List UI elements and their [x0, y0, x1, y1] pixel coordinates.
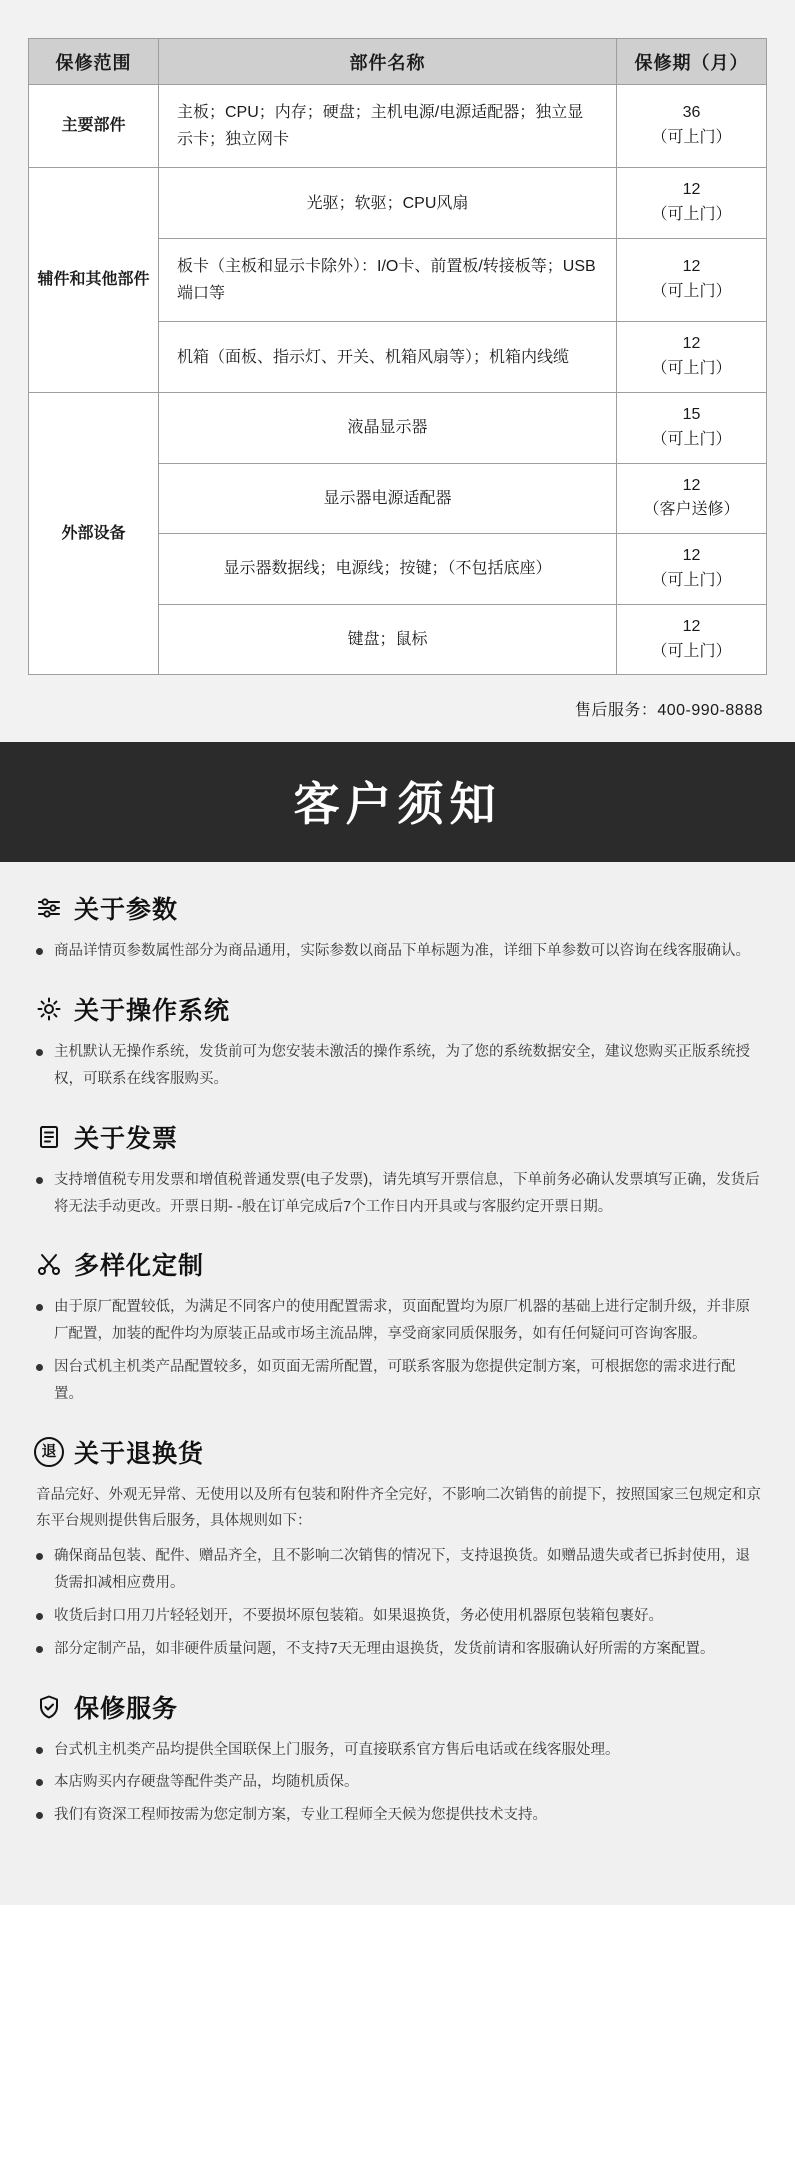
- period-note: （可上门）: [651, 283, 732, 301]
- cell-scope: 主要部件: [29, 85, 159, 168]
- period-note: （可上门）: [651, 642, 732, 660]
- period-note: （可上门）: [651, 206, 732, 224]
- list-item: 台式机主机类产品均提供全国联保上门服务，可直接联系官方售后电话或在线客服处理。: [34, 1737, 761, 1764]
- list-item: 本店购买内存硬盘等配件类产品，均随机质保。: [34, 1769, 761, 1796]
- block-header: [34, 890, 761, 926]
- period-months: 12: [682, 547, 701, 565]
- return-icon: [34, 1437, 64, 1467]
- block-item-list: [34, 1039, 761, 1093]
- table-header-row: [29, 39, 767, 85]
- notice-block-invoice: [34, 1119, 761, 1221]
- notice-block-os: [34, 991, 761, 1093]
- gear-icon: [34, 994, 64, 1024]
- period-note: （可上门）: [651, 430, 732, 448]
- cell-period: [617, 534, 767, 605]
- list-item: 确保商品包装、配件、赠品齐全，且不影响二次销售的情况下，支持退换货。如赠品遗失或者已拆封使用，退货需扣减相应费用。: [34, 1543, 761, 1597]
- column-header-warranty-period: 保修期（月）: [617, 39, 767, 85]
- block-intro: 音品完好、外观无异常、无使用以及所有包装和附件齐全完好，不影响二次销售的前提下，按照国家三包规定和京东平台规则提供售后服务，具体规则如下：: [36, 1486, 761, 1530]
- scissors-icon: [34, 1249, 64, 1279]
- customer-notice-section: [0, 742, 795, 1905]
- block-header: [34, 1689, 761, 1725]
- block-item-list: [34, 1167, 761, 1221]
- period-months: 12: [682, 181, 701, 199]
- cell-parts: 液晶显示器: [159, 392, 617, 463]
- invoice-icon: [34, 1122, 64, 1152]
- list-item: 部分定制产品，如非硬件质量问题，不支持7天无理由退换货，发货前请和客服确认好所需的方案配置。: [34, 1636, 761, 1663]
- notice-body: [0, 862, 795, 1865]
- period-months: 12: [682, 258, 701, 276]
- notice-block-parameters: [34, 890, 761, 965]
- list-item: 支持增值税专用发票和增值税普通发票(电子发票)，请先填写开票信息，下单前务必确认发票填写正确，发货后将无法手动更改。开票日期- -般在订单完成后7个工作日内开具或与客服约定开票日期。: [34, 1167, 761, 1221]
- block-title: 保修服务: [74, 1694, 179, 1723]
- cell-parts: 显示器数据线；电源线；按键；（不包括底座）: [159, 534, 617, 605]
- cell-parts: 光驱；软驱；CPU风扇: [159, 168, 617, 239]
- cell-period: [617, 238, 767, 321]
- block-item-list: [34, 1543, 761, 1662]
- cell-period: [617, 604, 767, 675]
- notice-banner-title: 客户须知: [0, 742, 795, 862]
- period-months: 12: [682, 335, 701, 353]
- block-item-list: [34, 1294, 761, 1407]
- cell-period: [617, 85, 767, 168]
- shield-service-icon: [34, 1692, 64, 1722]
- cell-parts: 板卡（主板和显示卡除外）：I/O卡、前置板/转接板等；USB端口等: [159, 238, 617, 321]
- notice-block-customization: [34, 1246, 761, 1407]
- table-row: [29, 85, 767, 168]
- list-item: 因台式机主机类产品配置较多，如页面无需所配置，可联系客服为您提供定制方案，可根据您的需求进行配置。: [34, 1354, 761, 1408]
- cell-parts: 主板；CPU；内存；硬盘；主机电源/电源适配器；独立显示卡；独立网卡: [159, 85, 617, 168]
- return-icon-glyph: 退: [34, 1437, 64, 1467]
- period-months: 12: [682, 476, 701, 494]
- block-header: [34, 1434, 761, 1470]
- block-header: [34, 991, 761, 1027]
- after-sales-phone: 售后服务：400-990-8888: [574, 702, 763, 720]
- notice-block-returns: [34, 1434, 761, 1663]
- cell-scope: 辅件和其他部件: [29, 168, 159, 393]
- period-note: （可上门）: [651, 571, 732, 589]
- list-item: 主机默认无操作系统，发货前可为您安装未激活的操作系统，为了您的系统数据安全，建议您购买正版系统授权，可联系在线客服购买。: [34, 1039, 761, 1093]
- cell-period: [617, 463, 767, 534]
- warranty-table-section: [0, 0, 795, 742]
- warranty-table: [28, 38, 767, 675]
- table-row: [29, 168, 767, 239]
- period-months: 12: [682, 617, 701, 635]
- period-note: （客户送修）: [643, 501, 740, 519]
- block-title: 关于退换货: [74, 1439, 205, 1468]
- period-months: 15: [682, 405, 701, 423]
- cell-parts: 显示器电源适配器: [159, 463, 617, 534]
- settings-sliders-icon: [34, 893, 64, 923]
- period-note: （可上门）: [651, 129, 732, 147]
- block-title: 多样化定制: [74, 1252, 205, 1281]
- table-row: [29, 392, 767, 463]
- block-item-list: [34, 938, 761, 965]
- block-title: 关于操作系统: [74, 997, 231, 1026]
- column-header-part-name: 部件名称: [159, 39, 617, 85]
- cell-period: [617, 392, 767, 463]
- list-item: 商品详情页参数属性部分为商品通用，实际参数以商品下单标题为准，详细下单参数可以咨询在线客服确认。: [34, 938, 761, 965]
- list-item: 由于原厂配置较低，为满足不同客户的使用配置需求，页面配置均为原厂机器的基础上进行定制升级，并非原厂配置，加装的配件均为原装正品或市场主流品牌，享受商家同质保服务，如有任何疑问可咨询客服。: [34, 1294, 761, 1348]
- cell-scope: 外部设备: [29, 392, 159, 674]
- block-header: [34, 1246, 761, 1282]
- cell-period: [617, 322, 767, 393]
- column-header-scope: 保修范围: [29, 39, 159, 85]
- cell-parts: 机箱（面板、指示灯、开关、机箱风扇等）；机箱内线缆: [159, 322, 617, 393]
- block-header: [34, 1119, 761, 1155]
- list-item: 我们有资深工程师按需为您定制方案，专业工程师全天候为您提供技术支持。: [34, 1802, 761, 1829]
- list-item: 收货后封口用刀片轻轻划开，不要损坏原包装箱。如果退换货，务必使用机器原包装箱包裹好。: [34, 1603, 761, 1630]
- block-title: 关于参数: [74, 896, 179, 925]
- period-months: 36: [682, 104, 701, 122]
- block-item-list: [34, 1737, 761, 1829]
- cell-period: [617, 168, 767, 239]
- notice-block-warranty-service: [34, 1689, 761, 1829]
- cell-parts: 键盘；鼠标: [159, 604, 617, 675]
- period-note: （可上门）: [651, 360, 732, 378]
- block-title: 关于发票: [74, 1124, 179, 1153]
